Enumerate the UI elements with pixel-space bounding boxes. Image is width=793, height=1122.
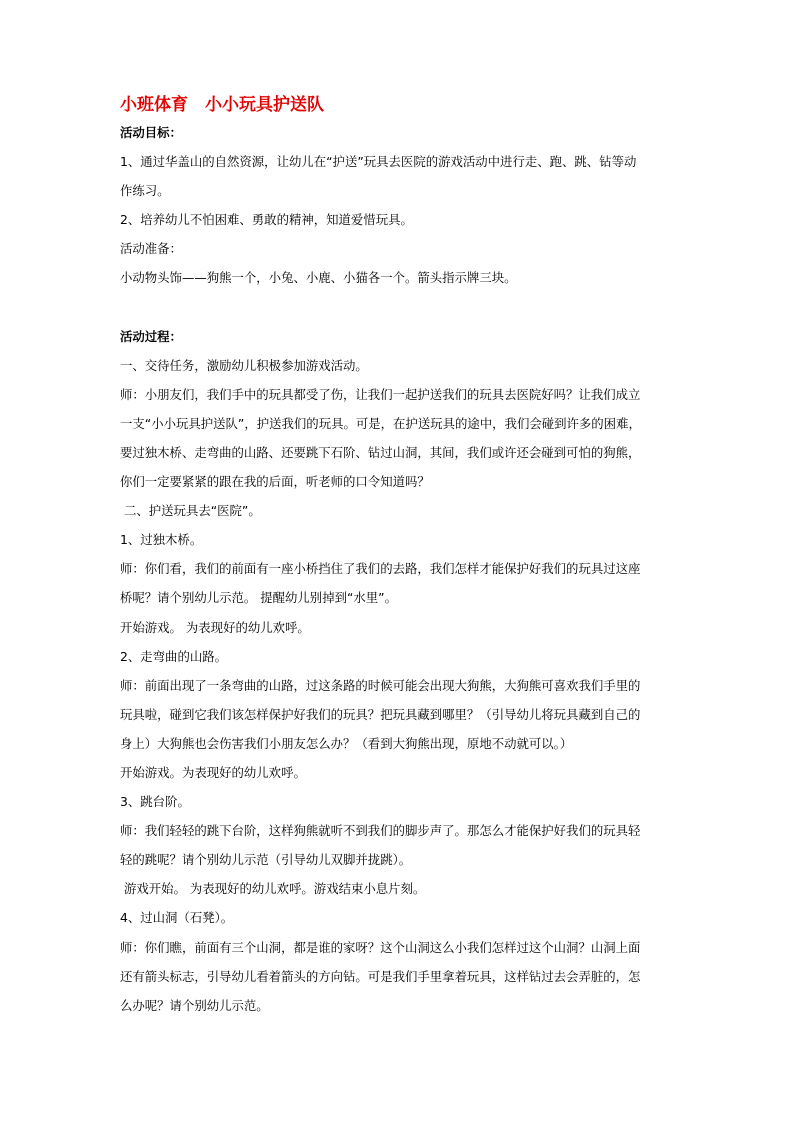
step-heading: 3、跳台阶。 bbox=[120, 794, 190, 810]
step-heading: 1、过独木桥。 bbox=[120, 532, 203, 548]
section-heading: 二、护送玩具去“医院”。 bbox=[124, 503, 261, 519]
paragraph-line: 桥呢？请个别幼儿示范。 提醒幼儿别掉到“水里”。 bbox=[120, 590, 397, 606]
paragraph-line: 1、通过华盖山的自然资源，让幼儿在“护送”玩具去医院的游戏活动中进行走、跑、跳、钻等动 bbox=[120, 154, 637, 170]
paragraph-line: 一支“小小玩具护送队”，护送我们的玩具。可是，在护送玩具的途中，我们会碰到许多的困难， bbox=[120, 415, 641, 431]
paragraph-line: 2、培养幼儿不怕困难、勇敢的精神，知道爱惜玩具。 bbox=[120, 212, 413, 228]
step-heading: 4、过山洞（石凳）。 bbox=[120, 910, 234, 926]
goal-heading: 活动目标： bbox=[120, 125, 182, 140]
document-title: 小班体育 小小玩具护送队 bbox=[120, 95, 324, 115]
process-heading: 活动过程： bbox=[120, 328, 182, 344]
step-heading: 2、走弯曲的山路。 bbox=[120, 648, 228, 664]
paragraph-line: 你们一定要紧紧的跟在我的后面，听老师的口令知道吗？ bbox=[120, 474, 430, 490]
paragraph-line: 还有箭头标志，引导幼儿看着箭头的方向钻。可是我们手里拿着玩具，这样钻过去会弄脏的，怎 bbox=[120, 968, 641, 984]
blank-line bbox=[120, 293, 680, 322]
paragraph-line: 么办呢？请个别幼儿示范。 bbox=[120, 997, 269, 1013]
document-body bbox=[120, 92, 680, 1020]
paragraph-line: 师：我们轻轻的跳下台阶，这样狗熊就听不到我们的脚步声了。那怎么才能保护好我们的玩具轻 bbox=[120, 823, 641, 839]
paragraph-line: 师：你们看，我们的前面有一座小桥挡住了我们的去路，我们怎样才能保护好我们的玩具过这座 bbox=[120, 561, 641, 577]
paragraph-line: 身上）大狗熊也会伤害我们小朋友怎么办？（看到大狗熊出现，原地不动就可以。） bbox=[120, 735, 573, 751]
paragraph-line: 开始游戏。 为表现好的幼儿欢呼。 bbox=[120, 619, 310, 635]
paragraph-line: 一、交待任务，激励幼儿积极参加游戏活动。 bbox=[120, 357, 368, 373]
paragraph-line: 开始游戏。为表现好的幼儿欢呼。 bbox=[120, 764, 306, 780]
paragraph-line: 师：你们瞧，前面有三个山洞，都是谁的家呀？这个山洞这么小我们怎样过这个山洞？山洞上面 bbox=[120, 939, 641, 955]
paragraph-line: 作练习。 bbox=[120, 183, 170, 199]
paragraph-line: 师：小朋友们，我们手中的玩具都受了伤，让我们一起护送我们的玩具去医院好吗？让我们成立 bbox=[120, 386, 641, 402]
paragraph-line: 师：前面出现了一条弯曲的山路，过这条路的时候可能会出现大狗熊，大狗熊可喜欢我们手里的 bbox=[120, 677, 641, 693]
paragraph-line: 玩具啦，碰到它我们该怎样保护好我们的玩具？把玩具藏到哪里？（引导幼儿将玩具藏到自己的 bbox=[120, 706, 641, 722]
paragraph-line: 小动物头饰——狗熊一个，小兔、小鹿、小猫各一个。箭头指示牌三块。 bbox=[120, 270, 517, 286]
paragraph-line: 要过独木桥、走弯曲的山路、还要跳下石阶、钻过山洞，其间，我们或许还会碰到可怕的狗熊， bbox=[120, 444, 641, 460]
paragraph-line: 游戏开始。 为表现好的幼儿欢呼。游戏结束小息片刻。 bbox=[124, 881, 426, 897]
paragraph-line: 轻的跳呢？请个别幼儿示范（引导幼儿双脚并拢跳）。 bbox=[120, 852, 412, 868]
prep-heading: 活动准备： bbox=[120, 241, 182, 257]
